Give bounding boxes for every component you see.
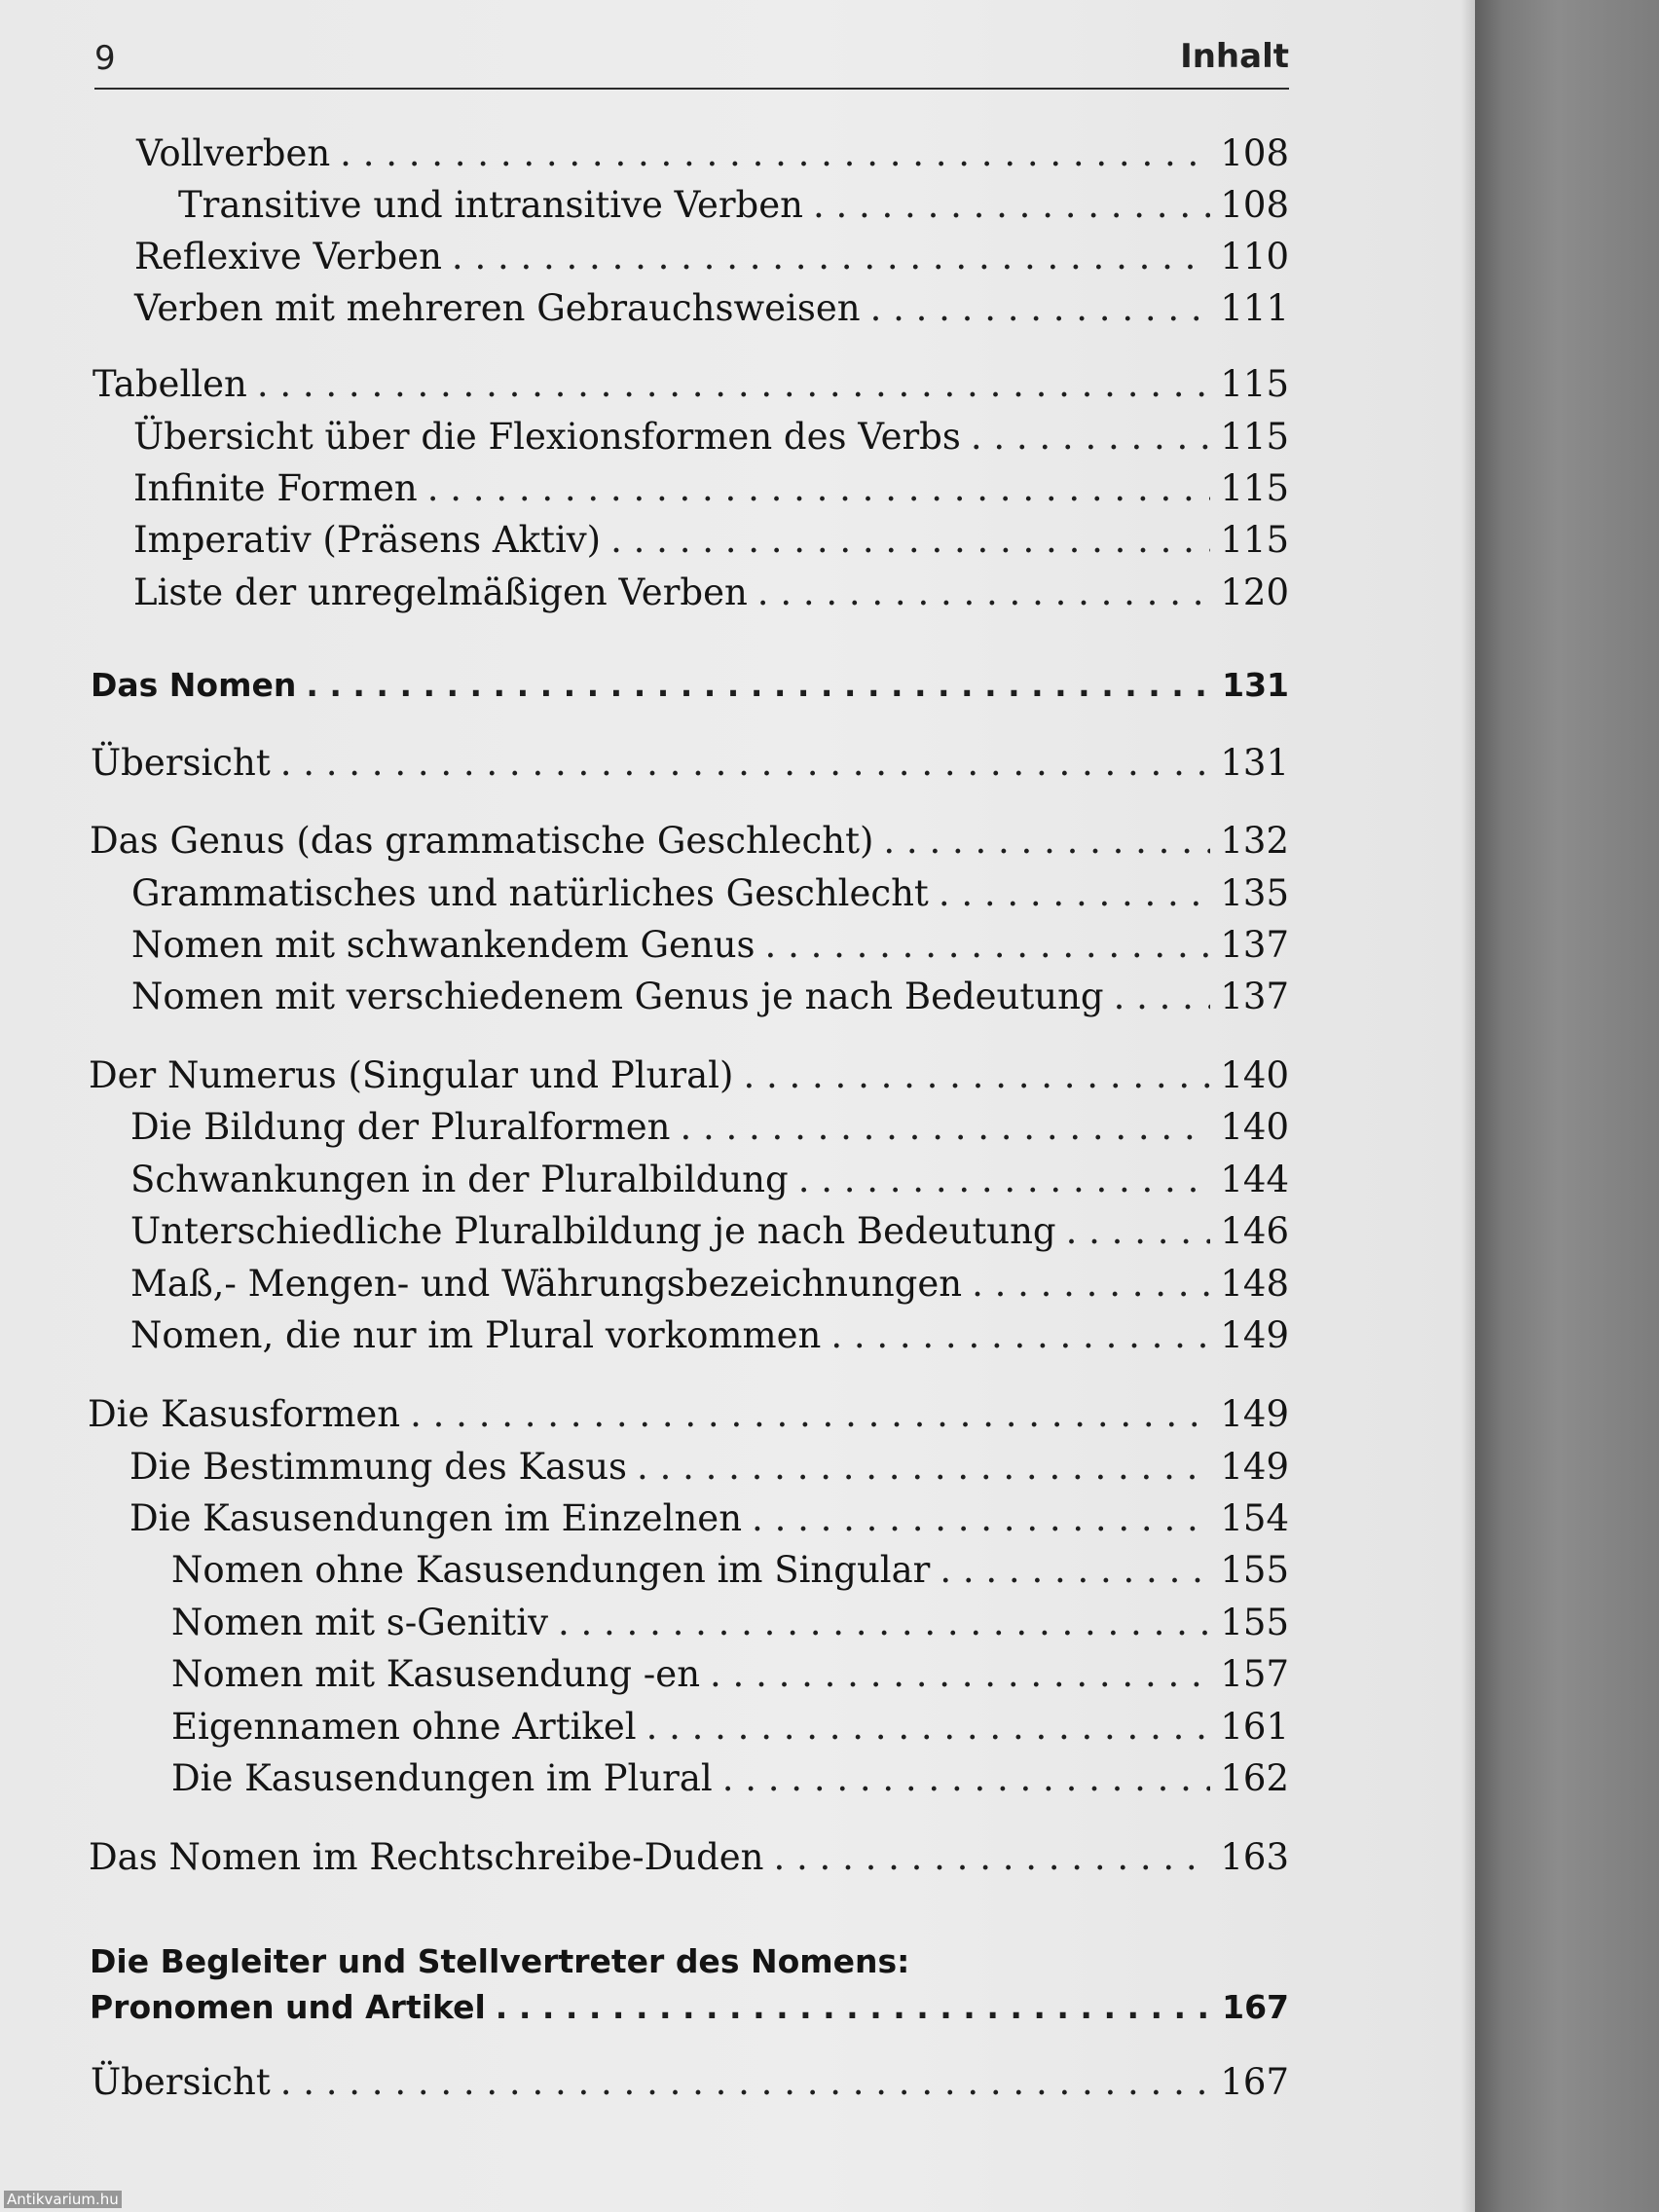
toc-entry-title: Maß,- Mengen- und Währungsbezeichnungen [130, 1263, 963, 1305]
toc-entry-title: Verben mit mehreren Gebrauchsweisen [134, 287, 861, 329]
toc-entry-page: 155 [1220, 1549, 1289, 1591]
dot-leader [757, 569, 1211, 617]
toc-entry-title: Die Kasusformen [88, 1393, 401, 1435]
toc-entry-page: 135 [1220, 872, 1289, 914]
toc-entry [130, 1156, 1289, 1204]
toc-entry [133, 464, 1289, 513]
toc-entry-title: Das Nomen [91, 666, 297, 704]
toc-entry-page: 132 [1220, 820, 1289, 862]
dot-leader [830, 1311, 1210, 1360]
toc-entry [171, 1703, 1289, 1751]
toc-entry-page: 115 [1220, 467, 1289, 509]
toc-entry-page: 115 [1220, 363, 1289, 405]
dot-leader [1114, 973, 1211, 1021]
toc-entry-page: 140 [1220, 1106, 1289, 1148]
toc-entry [129, 1443, 1289, 1492]
dot-leader [774, 1833, 1211, 1882]
toc-entry-title: Nomen mit verschiedenem Genus je nach Bedeutung [131, 976, 1104, 1017]
toc-entry-page: 154 [1220, 1497, 1289, 1539]
toc-entry-title: Die Bildung der Pluralformen [130, 1106, 671, 1148]
toc-entry [91, 739, 1289, 788]
dot-leader [870, 284, 1211, 333]
toc-entry-page: 131 [1222, 666, 1289, 704]
dot-leader [427, 464, 1211, 513]
toc-entry-title: Nomen, die nur im Plural vorkommen [130, 1314, 822, 1356]
toc-entry [178, 181, 1289, 230]
toc-entry-title: Das Nomen im Rechtschreibe-Duden [89, 1836, 764, 1878]
dot-leader [883, 817, 1210, 866]
toc-entry-title: Nomen mit s-Genitiv [171, 1602, 548, 1643]
toc-entry [90, 817, 1289, 866]
dot-leader [940, 1546, 1210, 1595]
dot-leader [710, 1650, 1210, 1699]
section-title: Inhalt [1180, 37, 1289, 76]
toc-entry-page: 148 [1220, 1263, 1289, 1305]
dot-leader [637, 1443, 1210, 1492]
toc-entry-page: 140 [1220, 1054, 1289, 1096]
dot-leader [752, 1494, 1210, 1543]
toc-entry-title: Eigennamen ohne Artikel [171, 1706, 637, 1748]
toc-entry-title: Unterschiedliche Pluralbildung je nach Bedeutung [130, 1210, 1056, 1252]
toc-entry [130, 1260, 1289, 1309]
dot-leader [452, 233, 1210, 281]
toc-entry-title: Nomen mit Kasusendung -en [171, 1653, 701, 1695]
toc-entry [92, 360, 1289, 409]
toc-entry-page: 167 [1222, 1988, 1289, 2026]
dot-leader [722, 1754, 1211, 1803]
toc-entry-title: Vollverben [136, 132, 331, 174]
toc-entry-page: 115 [1220, 519, 1289, 561]
toc-entry-title: Nomen ohne Kasusendungen im Singular [171, 1549, 931, 1591]
book-spine [1475, 0, 1659, 2212]
dot-leader [813, 181, 1210, 230]
toc-entry [89, 1833, 1289, 1882]
dot-leader [680, 1103, 1210, 1152]
toc-entry-page: 149 [1220, 1314, 1289, 1356]
toc-entry-page: 131 [1220, 742, 1289, 784]
page-number: 9 [94, 39, 116, 78]
toc-entry-title: Grammatisches und natürliches Geschlecht [131, 872, 929, 914]
toc-entry-page: 144 [1220, 1159, 1289, 1200]
toc-entry-page: 111 [1220, 287, 1289, 329]
toc-entry-title: Die Kasusendungen im Plural [171, 1757, 713, 1799]
dot-leader [765, 921, 1211, 970]
dot-leader [257, 360, 1211, 409]
toc-entry-page: 149 [1220, 1393, 1289, 1435]
toc-entry [131, 973, 1289, 1021]
toc-chapter-entry [90, 1983, 1289, 2032]
toc-entry [130, 1311, 1289, 1360]
toc-entry-page: 157 [1220, 1653, 1289, 1695]
toc-entry-page: 137 [1220, 976, 1289, 1017]
toc-entry-title: Übersicht [91, 742, 271, 784]
toc-entry [134, 284, 1289, 333]
toc-chapter-heading: Die Begleiter und Stellvertreter des Nomens: [90, 1942, 910, 1980]
toc-entry-page: 108 [1220, 132, 1289, 174]
dot-leader [410, 1390, 1210, 1439]
toc-entry [130, 1103, 1289, 1152]
toc-entry [134, 233, 1289, 281]
toc-entry [131, 921, 1289, 970]
dot-leader [798, 1156, 1211, 1204]
dot-leader [280, 2058, 1211, 2107]
watermark: Antikvarium.hu [4, 2191, 122, 2208]
toc-entry-title: Imperativ (Präsens Aktiv) [133, 519, 602, 561]
toc-entry-title: Liste der unregelmäßigen Verben [133, 571, 748, 613]
toc-entry-page: 163 [1220, 1836, 1289, 1878]
dot-leader [972, 1260, 1210, 1309]
toc-entry [133, 516, 1289, 565]
toc-chapter-entry [91, 661, 1289, 710]
toc-entry-title: Nomen mit schwankendem Genus [131, 924, 756, 966]
toc-entry-page: 162 [1220, 1757, 1289, 1799]
toc-entry [136, 129, 1289, 178]
toc-entry-title: Das Genus (das grammatische Geschlecht) [90, 820, 874, 862]
toc-entry-page: 108 [1220, 184, 1289, 226]
toc-entry-page: 149 [1220, 1446, 1289, 1488]
toc-entry-title: Schwankungen in der Pluralbildung [130, 1159, 789, 1200]
toc-entry-title: Reflexive Verben [134, 236, 442, 277]
toc-entry-title: Die Bestimmung des Kasus [129, 1446, 628, 1488]
toc-entry [130, 1207, 1289, 1256]
toc-entry-page: 146 [1220, 1210, 1289, 1252]
dot-leader [340, 129, 1210, 178]
toc-entry [133, 413, 1289, 461]
toc-entry-title: Übersicht [91, 2061, 271, 2103]
toc-entry-page: 161 [1220, 1706, 1289, 1748]
toc-entry [171, 1546, 1289, 1595]
toc-entry [171, 1599, 1289, 1647]
toc-entry [129, 1494, 1289, 1543]
dot-leader [1066, 1207, 1211, 1256]
dot-leader [306, 661, 1212, 710]
toc-entry [133, 569, 1289, 617]
dot-leader [971, 413, 1211, 461]
page-header [94, 29, 1289, 90]
toc-entry-title: Übersicht über die Flexionsformen des Verbs [133, 416, 961, 458]
toc-entry [171, 1650, 1289, 1699]
toc-entry [88, 1390, 1289, 1439]
toc-entry-page: 137 [1220, 924, 1289, 966]
toc-entry-title: Transitive und intransitive Verben [178, 184, 803, 226]
toc-entry-page: 115 [1220, 416, 1289, 458]
dot-leader [496, 1983, 1212, 2032]
toc-entry-page: 110 [1220, 236, 1289, 277]
dot-leader [646, 1703, 1211, 1751]
dot-leader [558, 1599, 1210, 1647]
toc-entry [171, 1754, 1289, 1803]
toc-entry-title: Der Numerus (Singular und Plural) [89, 1054, 734, 1096]
toc-entry-title: Pronomen und Artikel [90, 1988, 486, 2026]
dot-leader [743, 1051, 1210, 1100]
toc-entry-page: 155 [1220, 1602, 1289, 1643]
toc-entry [89, 1051, 1289, 1100]
toc-entry-title: Die Kasusendungen im Einzelnen [129, 1497, 743, 1539]
toc-entry-title: Tabellen [92, 363, 247, 405]
toc-entry-page: 120 [1220, 571, 1289, 613]
dot-leader [280, 739, 1211, 788]
toc-entry-title: Infinite Formen [133, 467, 418, 509]
toc-entry-page: 167 [1220, 2061, 1289, 2103]
toc-entry [131, 869, 1289, 918]
toc-entry [91, 2058, 1289, 2107]
dot-leader [610, 516, 1210, 565]
dot-leader [939, 869, 1211, 918]
